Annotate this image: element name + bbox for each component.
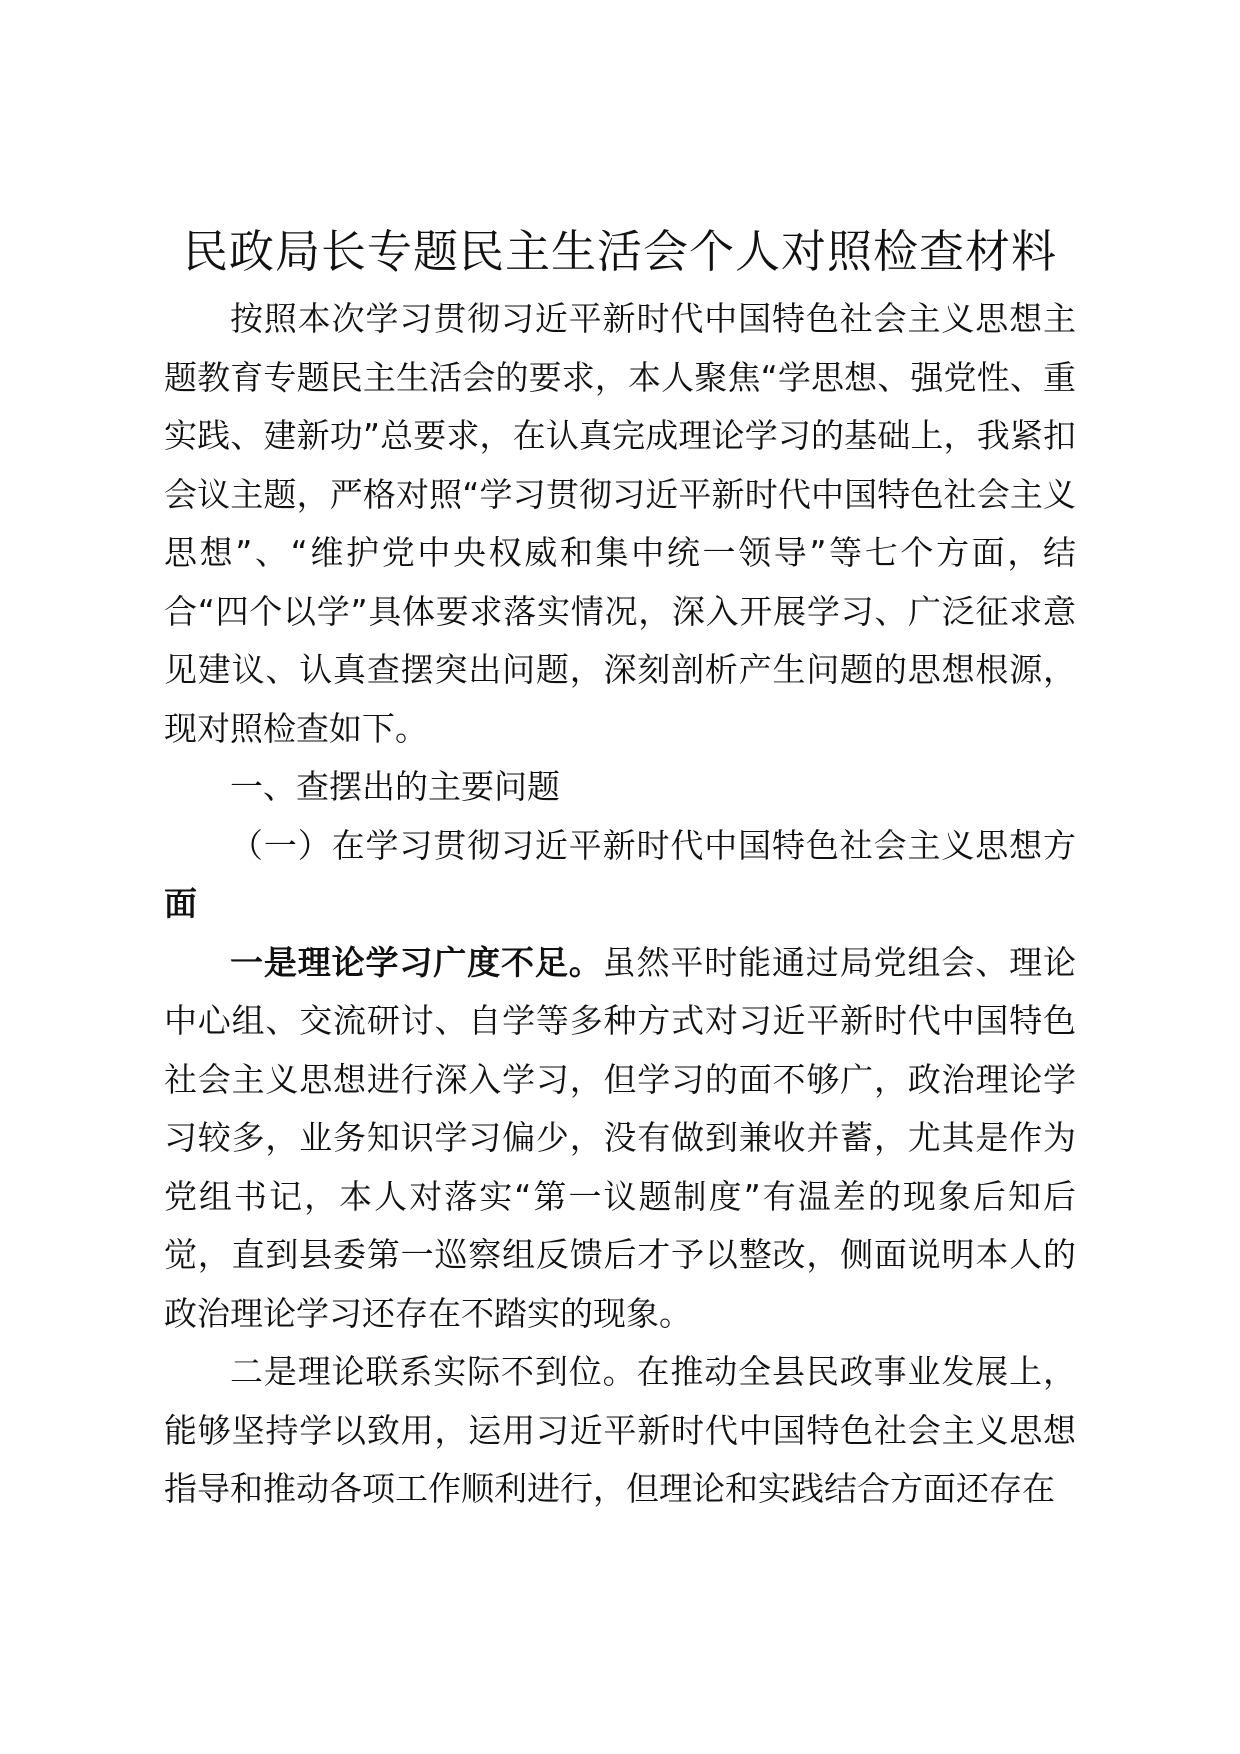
item-1-body: 虽然平时能通过局党组会、理论中心组、交流研讨、自学等多种方式对习近平新时代中国特色社会主义思想进行深入学习，但学习的面不够广，政治理论学习较多，业务知识学习偏少，没有做到兼收并蓄，尤其是作为党组书记，本人对落实“第一议题制度”有温差的现象后知后觉，直到县委第一巡察组反馈后才予以整改，侧面说明本人的政治理论学习还存在不踏实的现象。 <box>164 942 1076 1333</box>
item-2-lead: 二是理论联系实际不到位。 <box>230 1352 637 1391</box>
subsection-heading-1 <box>164 817 1076 934</box>
section-heading-1: 一、查摆出的主要问题 <box>230 767 560 806</box>
item-paragraph-2 <box>164 1343 1076 1519</box>
subsection-heading-1-text: （一）在学习贯彻习近平新时代中国特色社会主义思想方 <box>230 825 1076 865</box>
item-paragraph-1 <box>164 934 1076 1344</box>
document-title: 民政局长专题民主生活会个人对照检查材料 <box>182 225 1057 278</box>
intro-paragraph: 按照本次学习贯彻习近平新时代中国特色社会主义思想主题教育专题民主生活会的要求，本人聚焦“学思想、强党性、重实践、建新功”总要求，在认真完成理论学习的基础上，我紧扣会议主题，严格对照“学习贯彻习近平新时代中国特色社会主义思想”、“维护党中央权威和集中统一领导”等七个方面，结合“四个以学”具体要求落实情况，深入开展学习、广泛征求意见建议、认真查摆突出问题，深刻剖析产生问题的思想根源，现对照检查如下。 <box>164 299 1076 748</box>
item-2-body: 在推动全县民政事业发展上，能够坚持学以致用，运用习近平新时代中国特色社会主义思想指导和推动各项工作顺利进行，但理论和实践结合方面还存在 <box>164 1352 1076 1508</box>
item-1-lead: 一是理论学习广度不足。 <box>230 942 603 982</box>
subsection-heading-1-tail: 面 <box>164 884 197 923</box>
document-body <box>164 290 1076 1519</box>
